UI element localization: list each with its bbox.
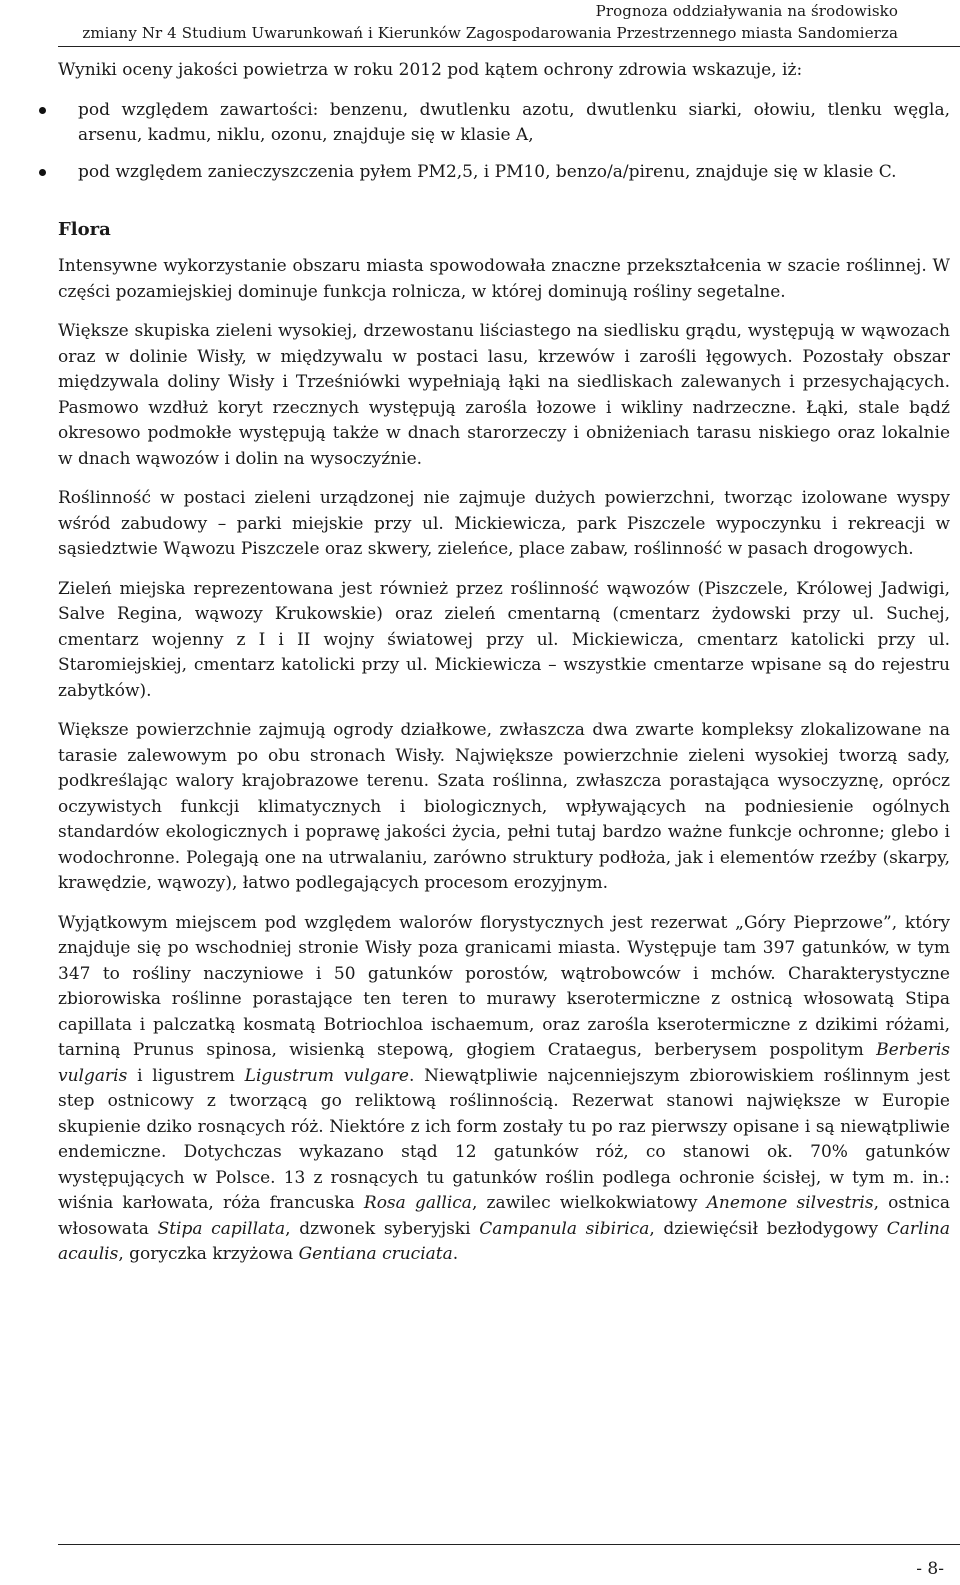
paragraph-text: , ostnica włosowata [58,1193,951,1239]
document-body [58,56,950,1268]
species-name: Stipa capillata [157,1218,286,1239]
page-header [0,0,960,44]
list-item-text: pod względem zanieczyszczenia pyłem PM2,5, i PM10, benzo/a/pirenu, znajduje się w klasie C. [78,161,897,182]
species-name: Carlina acaulis [58,1218,950,1264]
species-name: Rosa gallica [363,1193,472,1213]
paragraph-text: , dzwonek syberyjski [285,1218,480,1239]
paragraph [58,911,950,1268]
species-name: Berberis vulgaris [58,1040,950,1086]
species-name: Ligustrum vulgare [244,1065,409,1086]
paragraph-text: , dziewięćsił bezłodygowy [649,1218,887,1239]
list-item [58,160,950,186]
footer-divider [58,1544,960,1545]
intro-text: Wyniki oceny jakości powietrza w roku 2012 pod kątem ochrony zdrowia wskazuje, iż: [58,60,803,80]
paragraph-text: i ligustrem [127,1065,245,1086]
paragraph: Intensywne wykorzystanie obszaru miasta spowodowała znaczne przekształcenia w szacie roślinnej. W części pozamiejskiej dominuje funkcja rolnicza, w której dominują rośliny segetalne. [58,256,950,302]
bullet-icon [39,107,46,114]
paragraph-text: , goryczka krzyżowa [118,1244,299,1264]
paragraph: Większe skupiska zieleni wysokiej, drzewostanu liściastego na siedlisku grądu, występują w wąwozach oraz w dolinie Wisły, w międzywalu w postaci lasu, krzewów i zarośli łęgowych. Pozostały obszar międzywala doliny Wisły i Trześniówki wypełniają łąki na siedliskach zalewanych i przesychających. Pasmowo wzdłuż koryt rzecznych występują zarośla łozowe i wikliny nadrzeczne. Łąki, stale bądź okresowo podmokłe występują także w dnach starorzeczy i obniżeniach tarasu niskiego oraz lokalnie w dnach wąwozów i dolin na wysoczyźnie. [58,321,950,469]
page-number: - 8- [916,1559,944,1579]
paragraph: Większe powierzchnie zajmują ogrody działkowe, zwłaszcza dwa zwarte kompleksy zlokalizowane na tarasie zalewowym po obu stronach Wisły. Największe powierzchnie zieleni wysokiej tworzą sady, podkreślając walory krajobrazowe terenu. Szata roślinna, zwłaszcza porastająca wysoczyznę, oprócz oczywistych funkcji klimatycznych i biologicznych, wpływających na podniesienie ogólnych standardów ekologicznych i poprawę jakości życia, pełni tutaj bardzo ważne funkcje ochronne; glebo i wodochronne. Polegają one na utrwalaniu, zarówno struktury podłoża, jak i elementów rzeźby (skarpy, krawędzie, wąwozy), łatwo podlegających procesom erozyjnym. [58,720,950,893]
species-name: Campanula sibirica [479,1218,650,1239]
paragraph-text: Wyjątkowym miejscem pod względem walorów florystycznych jest rezerwat „Góry Pieprzowe”, który znajduje się po wschodniej stronie Wisły poza granicami miasta. Występuje tam 397 gatunków, w tym 347 to rośliny naczyniowe i 50 gatunków porostów, wątrobowców i mchów. Charakterystyczne zbiorowiska roślinne porastające ten teren to murawy kserotermiczne z ostnicą włosowatą Stipa capillata i palczatką kosmatą Botriochloa ischaemum, oraz zarośla kserotermiczne z dzikimi różami, tarniną Prunus spinosa, wisienką stepową, głogiem Crataegus, berberysem pospolitym [58,912,950,1060]
list-item-text: pod względem zawartości: benzenu, dwutlenku azotu, dwutlenku siarki, ołowiu, tlenku węgla, arsenu, kadmu, niklu, ozonu, znajduje się w klasie A, [78,99,950,145]
paragraph-text: . [452,1244,459,1264]
paragraph: Roślinność w postaci zieleni urządzonej nie zajmuje dużych powierzchni, tworząc izolowane wyspy wśród zabudowy – parki miejskie przy ul. Mickiewicza, park Piszczele wypoczynku i rekreacji w sąsiedztwie Wąwozu Piszczele oraz skwery, zieleńce, place zabaw, roślinność w pasach drogowych. [58,488,950,559]
species-name: Gentiana cruciata [298,1244,453,1264]
list-item [58,98,950,149]
paragraph-text: , zawilec wielkokwiatowy [471,1193,707,1213]
paragraph-text: . Niewątpliwie najcenniejszym zbiorowiskiem roślinnym jest step ostnicowy z tworzącą go reliktową roślinnością. Rezerwat stanowi największe w Europie skupienie dziko rosnących róż. Niektóre z ich form zostały tu po raz pierwszy opisane i są niewątpliwie endemiczne. Dotychczas wykazano stąd 12 gatunków róż, co stanowi ok. 70% gatunków występujących w Polsce. 13 z rosnących tu gatunków roślin podlega ochronie ścisłej, w tym m. in.: wiśnia karłowata, róża francuska [58,1065,950,1213]
header-title: Prognoza oddziaływania na środowisko [595,2,898,20]
bullet-icon [39,169,46,176]
section-heading: Flora [58,219,111,240]
bullet-list [58,98,950,186]
paragraph: Zieleń miejska reprezentowana jest również przez roślinność wąwozów (Piszczele, Królowej Jadwigi, Salve Regina, wąwozy Krukowskie) oraz zieleń cmentarną (cmentarz żydowski przy ul. Suchej, cmentarz wojenny z I i II wojny światowej przy ul. Mickiewicza, cmentarz katolicki przy ul. Staromiejskiej, cmentarz katolicki przy ul. Mickiewicza – wszystkie cmentarze wpisane są do rejestru zabytków). [58,578,950,701]
header-divider [58,46,960,47]
species-name: Anemone silvestris [706,1193,874,1213]
header-subtitle: zmiany Nr 4 Studium Uwarunkowań i Kierunków Zagospodarowania Przestrzennego miasta Sandomierza [82,24,898,42]
